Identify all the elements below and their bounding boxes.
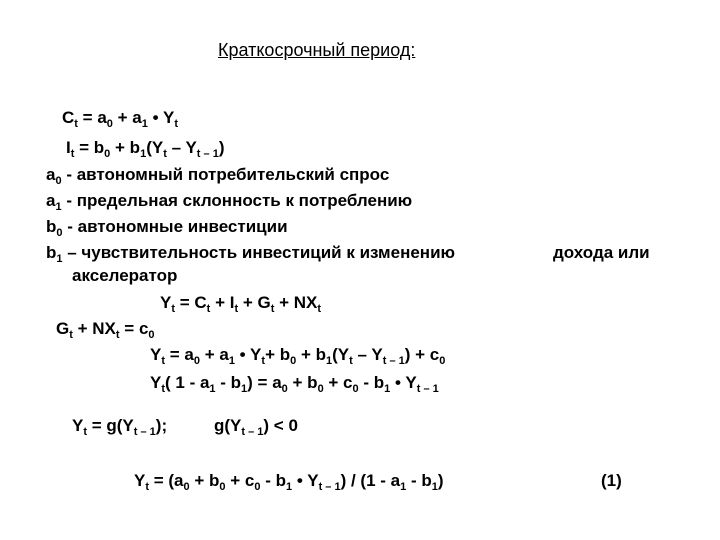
eq-sub: t bbox=[317, 303, 322, 315]
eq-text: - b bbox=[260, 471, 286, 490]
final-equation bbox=[134, 471, 444, 491]
eq-text: ) bbox=[218, 138, 225, 157]
definition-b1-line2: акселератор bbox=[72, 266, 178, 285]
eq-sub: 0 bbox=[106, 118, 113, 130]
eq-text: ) = a bbox=[247, 373, 282, 392]
def-text: - предельная склонность к потреблению bbox=[61, 191, 413, 210]
eq-text: I bbox=[66, 138, 71, 157]
eq-text: • Y bbox=[234, 345, 262, 364]
eq-text: g(Y bbox=[214, 416, 242, 435]
eq-text: ) / (1 - a bbox=[340, 471, 401, 490]
eq-sub: 1 bbox=[209, 383, 216, 395]
eq-sub: 1 bbox=[326, 355, 333, 367]
def-symbol: b bbox=[46, 243, 57, 262]
eq-text: Y bbox=[134, 471, 146, 490]
eq-text: + b bbox=[265, 345, 291, 364]
eq-sub: 0 bbox=[183, 481, 190, 493]
eq-text: ) < 0 bbox=[263, 416, 298, 435]
eq-sub: t bbox=[171, 303, 176, 315]
eq-text: Y bbox=[160, 293, 172, 312]
eq-sub: 1 bbox=[141, 118, 148, 130]
eq-text: - b bbox=[215, 373, 242, 392]
eq-text: (Y bbox=[332, 345, 350, 364]
eq-sub: t – 1 bbox=[196, 148, 219, 160]
eq-sub: t – 1 bbox=[241, 426, 264, 438]
definition-b1-tail: дохода или bbox=[553, 243, 650, 262]
equation-number: (1) bbox=[601, 471, 622, 490]
eq-text: – Y bbox=[166, 138, 197, 157]
eq-sub: t bbox=[234, 303, 239, 315]
eq-text: ) + c bbox=[404, 345, 440, 364]
eq-sub: t – 1 bbox=[416, 383, 439, 395]
eq-text: = C bbox=[175, 293, 207, 312]
def-text: – чувствительность инвестиций к изменению bbox=[62, 243, 456, 262]
autonomous-demand-equation bbox=[56, 319, 155, 339]
definition-b1 bbox=[46, 243, 455, 263]
eq-sub: t bbox=[115, 329, 120, 341]
eq-text: ( 1 - a bbox=[165, 373, 210, 392]
eq-text: • Y bbox=[147, 108, 175, 127]
eq-sub: 1 bbox=[400, 481, 407, 493]
eq-text: = b bbox=[74, 138, 105, 157]
eq-sub: 1 bbox=[384, 383, 391, 395]
functional-relation bbox=[72, 416, 167, 436]
eq-sub: 1 bbox=[241, 383, 248, 395]
def-symbol: a bbox=[46, 165, 56, 184]
eq-sub: t bbox=[206, 303, 211, 315]
expanded-income-equation bbox=[150, 345, 445, 365]
eq-sub: 0 bbox=[193, 355, 200, 367]
investment-equation bbox=[66, 138, 224, 158]
eq-sub: t bbox=[174, 118, 178, 130]
consumption-equation bbox=[62, 108, 178, 128]
eq-text: = a bbox=[165, 345, 194, 364]
eq-sub: t bbox=[161, 355, 166, 367]
eq-text: C bbox=[62, 108, 75, 127]
eq-text: • Y bbox=[390, 373, 417, 392]
eq-sub: t bbox=[83, 426, 88, 438]
eq-sub: 0 bbox=[254, 481, 261, 493]
eq-text: ) bbox=[437, 471, 444, 490]
eq-text: = c bbox=[119, 319, 149, 338]
eq-text: + b bbox=[110, 138, 141, 157]
derivative-condition bbox=[214, 416, 298, 436]
eq-text: ); bbox=[155, 416, 168, 435]
def-symbol: a bbox=[46, 191, 56, 210]
eq-sub: t bbox=[261, 355, 266, 367]
eq-text: - b bbox=[358, 373, 385, 392]
income-identity bbox=[160, 293, 321, 313]
eq-sub: t bbox=[74, 118, 78, 130]
eq-sub: 1 bbox=[431, 481, 438, 493]
eq-sub: 0 bbox=[104, 148, 111, 160]
eq-text: + G bbox=[238, 293, 271, 312]
eq-sub: t bbox=[145, 481, 150, 493]
definition-a1 bbox=[46, 191, 412, 211]
eq-text: = g(Y bbox=[87, 416, 134, 435]
page-title: Краткосрочный период: bbox=[218, 40, 416, 60]
definition-b0 bbox=[46, 217, 288, 237]
eq-sub: 0 bbox=[290, 355, 297, 367]
eq-sub: t bbox=[70, 148, 75, 160]
def-sub: 0 bbox=[55, 175, 62, 187]
eq-sub: t – 1 bbox=[133, 426, 156, 438]
eq-text: • Y bbox=[292, 471, 319, 490]
eq-sub: 1 bbox=[228, 355, 235, 367]
eq-sub: t – 1 bbox=[382, 355, 405, 367]
rearranged-income-equation bbox=[150, 373, 439, 393]
eq-sub: 0 bbox=[219, 481, 226, 493]
eq-sub: t bbox=[349, 355, 353, 367]
def-sub: 1 bbox=[55, 201, 62, 213]
eq-sub: 0 bbox=[439, 355, 446, 367]
eq-text: Y bbox=[72, 416, 84, 435]
eq-text: + b bbox=[189, 471, 220, 490]
eq-sub: 0 bbox=[281, 383, 288, 395]
eq-text: (Y bbox=[146, 138, 164, 157]
eq-text: – Y bbox=[352, 345, 383, 364]
eq-text: + I bbox=[210, 293, 235, 312]
eq-text: - b bbox=[406, 471, 432, 490]
eq-sub: 0 bbox=[148, 329, 155, 341]
eq-text: + a bbox=[199, 345, 229, 364]
definition-a0 bbox=[46, 165, 389, 185]
eq-text: G bbox=[56, 319, 70, 338]
eq-sub: t bbox=[161, 383, 166, 395]
eq-text: = (a bbox=[149, 471, 184, 490]
eq-sub: t bbox=[270, 303, 275, 315]
eq-sub: t – 1 bbox=[318, 481, 341, 493]
eq-sub: 1 bbox=[286, 481, 293, 493]
eq-sub: t bbox=[69, 329, 73, 341]
eq-sub: 1 bbox=[140, 148, 147, 160]
eq-text: + c bbox=[225, 471, 255, 490]
def-sub: 1 bbox=[56, 253, 63, 265]
def-text: - автономный потребительский спрос bbox=[61, 165, 390, 184]
eq-text: + c bbox=[323, 373, 353, 392]
eq-sub: t bbox=[163, 148, 167, 160]
eq-text: = a bbox=[77, 108, 107, 127]
eq-text: Y bbox=[150, 373, 162, 392]
def-sub: 0 bbox=[56, 227, 63, 239]
eq-text: + b bbox=[296, 345, 326, 364]
eq-text: + a bbox=[112, 108, 142, 127]
eq-text: + NX bbox=[274, 293, 318, 312]
eq-sub: 0 bbox=[352, 383, 359, 395]
def-text: - автономные инвестиции bbox=[62, 217, 288, 236]
eq-text: + NX bbox=[72, 319, 116, 338]
def-symbol: b bbox=[46, 217, 57, 236]
eq-text: Y bbox=[150, 345, 162, 364]
eq-text: + b bbox=[287, 373, 318, 392]
eq-sub: 0 bbox=[317, 383, 324, 395]
